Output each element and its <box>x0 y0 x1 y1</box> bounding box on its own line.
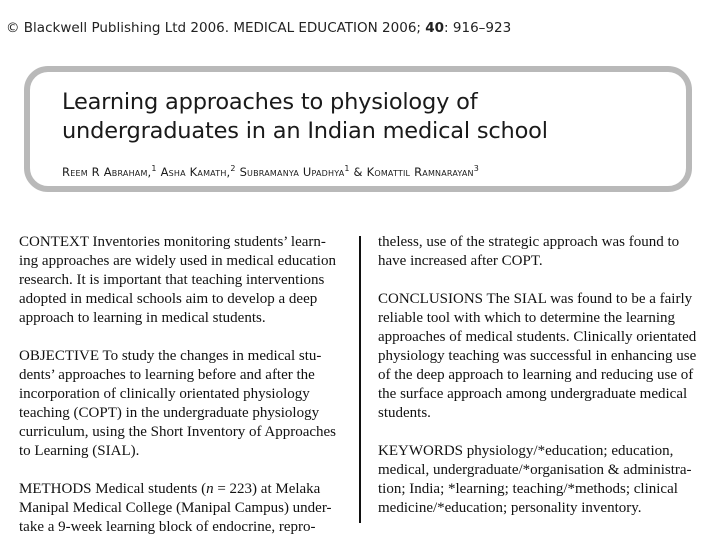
methods-heading: METHODS <box>19 481 92 497</box>
keywords-line-1: physiology/*education; education, <box>466 443 674 459</box>
keywords-line-4: medicine/*education; personality inventory. <box>378 500 642 516</box>
conclusions-line-7: students. <box>378 405 431 421</box>
methods-line-3: take a 9-week learning block of endocrine, repro- <box>19 519 316 535</box>
objective-line-6: to Learning (SIAL). <box>19 443 140 459</box>
article-title-line-1: Learning approaches to physiology of <box>62 89 478 115</box>
author-1-affiliation: 1 <box>151 164 157 173</box>
methods-line-1a: Medical students ( <box>95 481 207 497</box>
results-line-1: theless, use of the strategic approach was found to <box>378 234 680 250</box>
methods-paragraph <box>19 480 349 537</box>
keywords-paragraph <box>378 442 704 518</box>
keywords-line-3: tion; India; *learning; teaching/*methods; clinical <box>378 481 678 497</box>
context-line-3: research. It is important that teaching interventions <box>19 272 325 288</box>
author-1: Reem R Abraham, <box>62 164 152 179</box>
objective-line-5: curriculum, using the Short Inventory of Approaches <box>19 424 337 440</box>
author-4-affiliation: 3 <box>473 164 480 173</box>
objective-heading: OBJECTIVE <box>19 348 99 364</box>
methods-line-1b: = 223) at Melaka <box>213 481 321 497</box>
conclusions-line-5: of the deep approach to learning and reducing use of <box>378 367 694 383</box>
conclusions-line-6: the surface approach among undergraduate medical <box>378 386 688 402</box>
article-title-line-2: undergraduates in an Indian medical school <box>62 118 548 144</box>
conclusions-paragraph <box>378 290 704 423</box>
conclusions-line-1: The SIAL was found to be a fairly <box>486 291 693 307</box>
column-divider <box>359 236 361 523</box>
context-line-4: adopted in medical schools aim to develop a deep <box>19 291 318 307</box>
conclusions-heading: CONCLUSIONS <box>378 291 484 307</box>
objective-line-1: To study the changes in medical stu- <box>102 348 322 364</box>
author-2: Asha Kamath, <box>160 164 231 179</box>
results-paragraph <box>378 233 704 271</box>
author-3-affiliation: 1 <box>344 164 350 173</box>
journal-header-text: © Blackwell Publishing Ltd 2006. MEDICAL EDUCATION 2006; <box>6 20 426 36</box>
methods-line-2: Manipal Medical College (Manipal Campus) under- <box>19 500 332 516</box>
conclusions-line-4: physiology teaching was successful in enhancing use <box>378 348 697 364</box>
author-4: Komattil Ramnarayan <box>366 164 474 179</box>
context-heading: CONTEXT <box>19 234 89 250</box>
author-ampersand: & <box>353 164 363 179</box>
abstract-left-column <box>19 233 349 556</box>
keywords-heading: KEYWORDS <box>378 443 463 459</box>
methods-n-symbol: n <box>206 481 214 497</box>
journal-volume: 40 <box>425 20 445 36</box>
journal-pages: : 916–923 <box>444 20 512 36</box>
author-3: Subramanya Upadhya <box>239 164 345 179</box>
conclusions-line-2: reliable tool with which to determine the learning <box>378 310 675 326</box>
objective-line-2: dents’ approaches to learning before and after the <box>19 367 315 383</box>
results-line-2: have increased after COPT. <box>378 253 543 269</box>
context-line-5: approach to learning in medical students. <box>19 310 266 326</box>
context-line-2: ing approaches are widely used in medical education <box>19 253 336 269</box>
objective-paragraph <box>19 347 349 461</box>
article-title <box>62 88 682 146</box>
objective-line-4: teaching (COPT) in the undergraduate physiology <box>19 405 320 421</box>
objective-line-3: incorporation of clinically orientated physiology <box>19 386 310 402</box>
author-list <box>62 164 682 179</box>
context-paragraph <box>19 233 349 328</box>
author-2-affiliation: 2 <box>230 164 236 173</box>
context-line-1: Inventories monitoring students’ learn- <box>92 234 326 250</box>
keywords-line-2: medical, undergraduate/*organisation & administra- <box>378 462 692 478</box>
abstract-right-column <box>378 233 704 537</box>
conclusions-line-3: approaches of medical students. Clinically orientated <box>378 329 697 345</box>
journal-header <box>6 20 511 36</box>
